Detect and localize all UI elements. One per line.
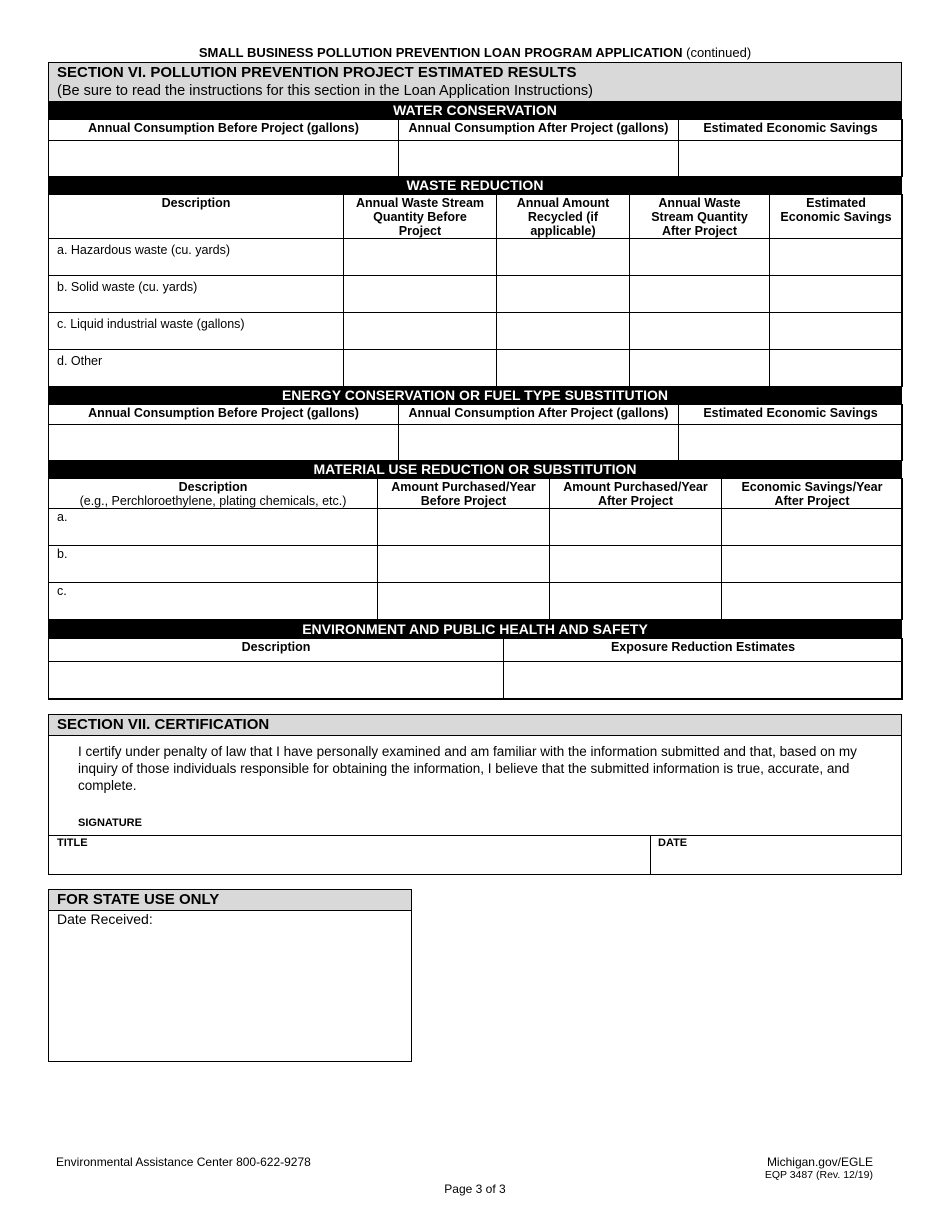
material-table xyxy=(48,478,903,620)
material-c-savings-field[interactable] xyxy=(722,583,903,620)
waste-header-after: Annual Waste Stream Quantity After Project xyxy=(630,195,770,239)
material-c-before-field[interactable] xyxy=(378,583,550,620)
energy-table xyxy=(48,404,903,461)
waste-solid-savings-field[interactable] xyxy=(770,276,903,313)
energy-savings-field[interactable] xyxy=(679,425,903,461)
waste-liquid-after-field[interactable] xyxy=(630,313,770,350)
material-row-a-label: a. xyxy=(49,509,378,546)
material-header-description xyxy=(49,479,378,509)
material-header-before: Amount Purchased/Year Before Project xyxy=(378,479,550,509)
waste-liquid-savings-field[interactable] xyxy=(770,313,903,350)
waste-solid-recycled-field[interactable] xyxy=(497,276,630,313)
section-6-title: SECTION VI. POLLUTION PREVENTION PROJECT ESTIMATED RESULTS xyxy=(57,64,577,81)
water-before-field[interactable] xyxy=(49,141,399,177)
date-label: DATE xyxy=(658,837,688,849)
footer-contact: Environmental Assistance Center 800-622-9278 xyxy=(56,1155,311,1169)
energy-header-after: Annual Consumption After Project (gallons) xyxy=(399,405,679,425)
waste-hazardous-before-field[interactable] xyxy=(344,239,497,276)
page-title-bold: SMALL BUSINESS POLLUTION PREVENTION LOAN PROGRAM APPLICATION xyxy=(198,45,683,60)
environment-header-exposure: Exposure Reduction Estimates xyxy=(504,639,903,662)
waste-header-before: Annual Waste Stream Quantity Before Project xyxy=(344,195,497,239)
signature-label: SIGNATURE xyxy=(78,817,142,829)
waste-row-liquid-label: c. Liquid industrial waste (gallons) xyxy=(49,313,344,350)
environment-header-description: Description xyxy=(49,639,504,662)
waste-other-after-field[interactable] xyxy=(630,350,770,387)
energy-band: ENERGY CONSERVATION OR FUEL TYPE SUBSTITUTION xyxy=(48,386,902,404)
energy-before-field[interactable] xyxy=(49,425,399,461)
waste-header-recycled: Annual Amount Recycled (if applicable) xyxy=(497,195,630,239)
page-title-suffix: (continued) xyxy=(686,45,752,60)
material-header-after: Amount Purchased/Year After Project xyxy=(550,479,722,509)
section-7-header xyxy=(49,715,901,736)
material-band: MATERIAL USE REDUCTION OR SUBSTITUTION xyxy=(48,460,902,478)
title-label: TITLE xyxy=(57,837,88,849)
page-title xyxy=(0,45,950,60)
date-field[interactable] xyxy=(651,836,901,874)
date-received-label: Date Received: xyxy=(57,911,153,927)
water-header-after: Annual Consumption After Project (gallons) xyxy=(399,120,679,141)
material-a-savings-field[interactable] xyxy=(722,509,903,546)
title-field[interactable] xyxy=(49,836,651,874)
waste-header-savings: Estimated Economic Savings xyxy=(770,195,903,239)
material-b-before-field[interactable] xyxy=(378,546,550,583)
water-header-before: Annual Consumption Before Project (gallons) xyxy=(49,120,399,141)
state-use-header xyxy=(49,890,411,911)
material-b-after-field[interactable] xyxy=(550,546,722,583)
waste-other-recycled-field[interactable] xyxy=(497,350,630,387)
material-header-savings: Economic Savings/Year After Project xyxy=(722,479,903,509)
section-6-header xyxy=(49,63,901,101)
water-table xyxy=(48,119,903,177)
waste-other-savings-field[interactable] xyxy=(770,350,903,387)
material-row-c-label: c. xyxy=(49,583,378,620)
state-use-box xyxy=(48,889,412,1062)
water-header-savings: Estimated Economic Savings xyxy=(679,120,903,141)
material-a-after-field[interactable] xyxy=(550,509,722,546)
material-b-savings-field[interactable] xyxy=(722,546,903,583)
waste-band: WASTE REDUCTION xyxy=(48,176,902,194)
energy-header-before: Annual Consumption Before Project (gallons) xyxy=(49,405,399,425)
waste-solid-after-field[interactable] xyxy=(630,276,770,313)
waste-liquid-recycled-field[interactable] xyxy=(497,313,630,350)
section-7 xyxy=(48,714,902,875)
footer-page-number: Page 3 of 3 xyxy=(444,1182,506,1196)
environment-description-field[interactable] xyxy=(49,662,504,700)
water-band: WATER CONSERVATION xyxy=(48,101,902,119)
material-header-description-title: Description xyxy=(178,480,248,494)
environment-exposure-field[interactable] xyxy=(504,662,903,700)
material-row-b-label: b. xyxy=(49,546,378,583)
material-header-description-example: (e.g., Perchloroethylene, plating chemicals, etc.) xyxy=(79,494,347,508)
waste-hazardous-after-field[interactable] xyxy=(630,239,770,276)
footer-website: Michigan.gov/EGLE xyxy=(766,1155,873,1169)
waste-hazardous-savings-field[interactable] xyxy=(770,239,903,276)
waste-other-before-field[interactable] xyxy=(344,350,497,387)
energy-header-savings: Estimated Economic Savings xyxy=(679,405,903,425)
waste-solid-before-field[interactable] xyxy=(344,276,497,313)
waste-hazardous-recycled-field[interactable] xyxy=(497,239,630,276)
water-savings-field[interactable] xyxy=(679,141,903,177)
environment-table xyxy=(48,638,903,700)
environment-band: ENVIRONMENT AND PUBLIC HEALTH AND SAFETY xyxy=(48,620,902,638)
certification-text: I certify under penalty of law that I have personally examined and am familiar with the information submitted and that, based on my inquiry of those individuals responsible for obtaining the information, I believe that the submitted information is true, accurate, and complete. xyxy=(78,744,857,793)
energy-after-field[interactable] xyxy=(399,425,679,461)
state-use-title: FOR STATE USE ONLY xyxy=(57,891,220,908)
waste-liquid-before-field[interactable] xyxy=(344,313,497,350)
waste-row-solid-label: b. Solid waste (cu. yards) xyxy=(49,276,344,313)
waste-row-hazardous-label: a. Hazardous waste (cu. yards) xyxy=(49,239,344,276)
waste-row-other-label: d. Other xyxy=(49,350,344,387)
material-c-after-field[interactable] xyxy=(550,583,722,620)
material-a-before-field[interactable] xyxy=(378,509,550,546)
section-7-title: SECTION VII. CERTIFICATION xyxy=(57,716,270,733)
footer-form-number: EQP 3487 (Rev. 12/19) xyxy=(764,1169,873,1181)
waste-table xyxy=(48,194,903,387)
section-6-subtitle: (Be sure to read the instructions for this section in the Loan Application Instructions) xyxy=(57,83,593,99)
water-after-field[interactable] xyxy=(399,141,679,177)
waste-header-description: Description xyxy=(49,195,344,239)
